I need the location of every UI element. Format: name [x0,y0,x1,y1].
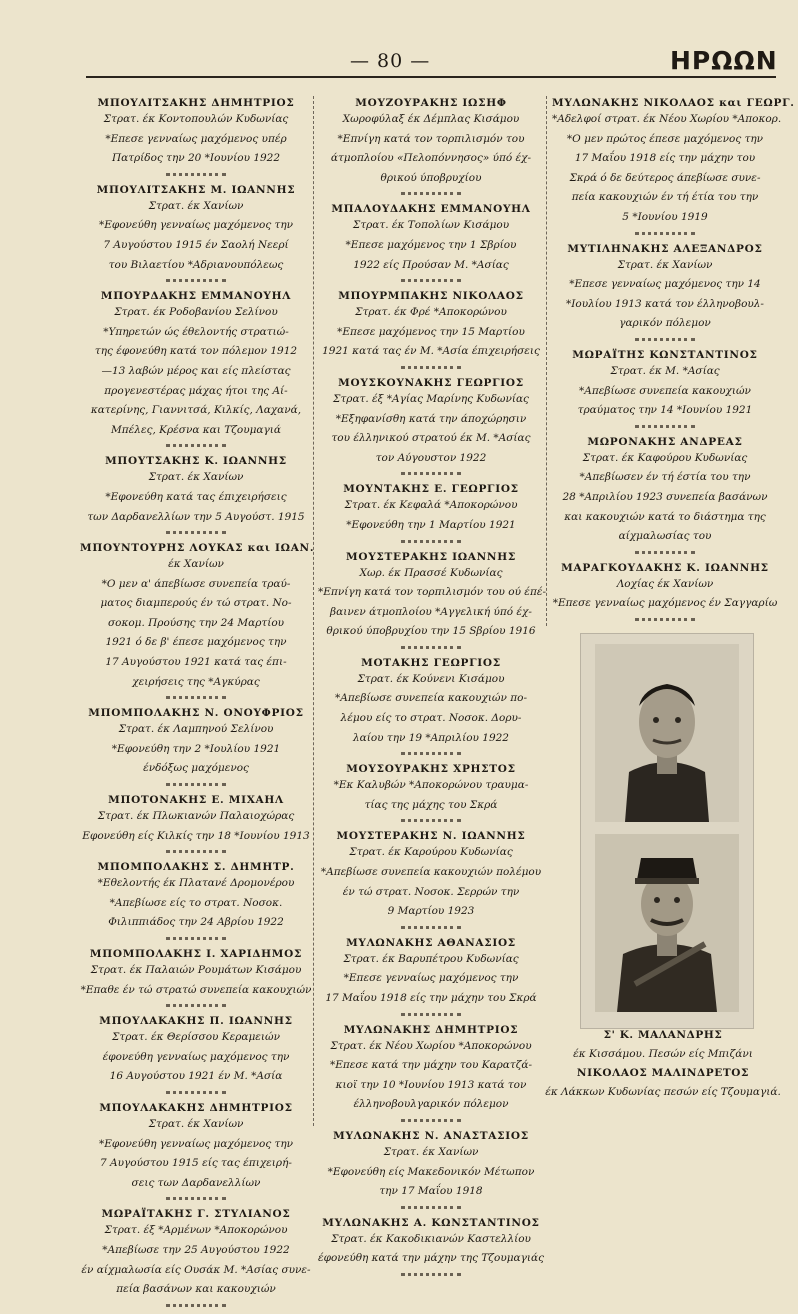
entry-line: Στρατ. έκ Ροδοβανίου Σελίνου [114,306,278,319]
entry-separator [166,1091,226,1094]
entry-separator [401,752,461,755]
entry-line: 5 *Ιουνίου 1919 [622,210,708,223]
entry-line: Σκρά ό δε δεύτερος άπεβίωσε συνε- [569,171,761,184]
entry-name: ΜΠΟΜΠΟΛΑΚΗΣ Ι. ΧΑΡΙΔΗΜΟΣ [89,948,303,960]
entry-line: Μπέλες, Κρέσνα και Τζουμαγιά [111,423,281,436]
entry-line: 1921 ό δε β' έπεσε μαχόμενος την [105,636,287,649]
entry-line: σοκομ. Προύσης την 24 Μαρτίου [107,616,285,629]
entry-name: ΜΠΑΛΟΥΔΑΚΗΣ ΕΜΜΑΝΟΥΗΛ [331,203,531,216]
entry-line: χειρήσεις της *Αγκύρας [132,675,260,688]
entry-separator [401,279,461,282]
entry-line: *Εφονεύθη κατά τας έπιχειρήσεις [105,490,287,503]
entry-separator [401,1119,461,1122]
entry-line: Στρατ. έκ Πλωκιανών Παλαιοχώρας [97,810,295,823]
entry-line: *Επεσε γενναίως μαχόμενος την 14 [569,278,761,291]
entry-line: Στρατ. έκ Κακοδικιανών Καστελλίου [331,1232,531,1245]
entry-line: *Υπηρετών ώς έθελοντής στρατιώ- [103,325,289,338]
entry-name: ΜΠΟΥΡΔΑΚΗΣ ΕΜΜΑΝΟΥΗΛ [100,290,292,303]
entry-line: θρικού ύποβρυχίου [380,171,482,184]
entry-line: Στρατ. έκ Χανίων [383,1145,479,1158]
entry [80,947,312,1007]
entry-line: *Επαθε έν τώ στρατώ συνεπεία κακουχιών [80,983,312,996]
entry-line: *Απεβίωσε συνεπεία κακουχιών [579,384,751,397]
entry-line: Εφονεύθη είς Κιλκίς την 18 *Ιουνίου 1913 [82,829,310,842]
entry-line: Λοχίας έκ Χανίων [616,577,714,590]
entry [318,96,544,195]
entry [80,541,315,699]
entry-line: *Επνίγη κατά τον τορπιλισμόν του [337,132,525,145]
entry [80,183,312,282]
entry-line: 17 Μαΐου 1918 είς την μάχην του Σκρά [325,992,537,1004]
entry-separator [635,618,695,621]
entry-name: ΜΠΟΜΠΟΛΑΚΗΣ Σ. ΔΗΜΗΤΡ. [97,861,295,874]
entry-line: *Απεβίωσε είς το στρατ. Νοσοκ. [109,896,283,909]
entry-separator [166,279,226,282]
portrait-photo [580,633,754,1029]
entry-name: ΜΩΡΑΪΤΑΚΗΣ Γ. ΣΤΥΛΙΑΝΟΣ [101,1208,291,1221]
entry-name: ΜΠΟΜΠΟΛΑΚΗΣ Ν. ΟΝΟΥΦΡΙΟΣ [88,707,304,720]
entry-name: ΜΠΟΥΤΣΑΚΗΣ Κ. ΙΩΑΝΝΗΣ [105,455,287,468]
entry-name: ΜΟΥΣΤΕΡΑΚΗΣ ΙΩΑΝΝΗΣ [346,550,516,563]
entry-line: 28 *Απριλίου 1923 συνεπεία βασάνων [562,490,768,503]
entry-line: *Επεσε γενναίως μαχόμενος την [343,972,519,985]
entry-separator [401,1206,461,1209]
caption-name: Σ' Κ. ΜΑΛΑΝΔΡΗΣ [603,1029,723,1041]
entry [552,435,778,554]
entry-line: *Ο μεν α' άπεβίωσε συνεπεία τραύ- [101,577,291,590]
entry-line: ένδόξως μαχόμενος [143,762,249,775]
entry-separator [635,551,695,554]
entry-line: Στρατ. έκ Μ. *Ασίας [610,364,720,377]
entry-separator [166,850,226,853]
entry-line: θρικού ύποβρυχίου την 15 Sβρίου 1916 [326,625,536,638]
entry-line: Στρατ. έκ Βαρυπέτρου Κυδωνίας [343,952,519,965]
entry [318,936,544,1016]
entry-line: *Εφονεύθη είς Μακεδονικόν Μέτωπον [327,1165,535,1178]
column-divider [313,96,314,1126]
entry-name: ΜΟΥΝΤΑΚΗΣ Ε. ΓΕΩΡΓΙΟΣ [343,483,519,496]
entry-line: των Δαρδανελλίων την 5 Αυγούστ. 1915 [87,510,305,523]
entry-line: Στρατ. έκ Κοντοπουλών Κυδωνίας [103,113,289,125]
entry [552,96,795,235]
entry [318,1129,544,1209]
entry-line: *Εφονεύθη την 2 *Ιουλίου 1921 [111,742,281,755]
entry-separator [166,937,226,940]
entry-line: *Ιουλίου 1913 κατά τον έλληνοβουλ- [566,297,764,310]
entry-line: έλληνοβουλγαρικόν πόλεμον [353,1098,509,1111]
portrait-2 [595,834,739,1012]
entry-separator [166,1004,226,1007]
entry-line: έν αίχμαλωσία είς Ουσάκ Μ. *Ασίας συνε- [81,1263,311,1276]
entry-name: ΜΥΤΙΛΗΝΑΚΗΣ ΑΛΕΞΑΝΔΡΟΣ [567,242,763,255]
entry-line: Χωροφύλαξ έκ Δέμπλας Κισάμου [342,113,520,125]
entry [80,1101,312,1200]
entry-line: λέμου είς το στρατ. Νοσοκ. Δορυ- [340,712,522,725]
entry-line: *Εθελοντής έκ Πλατανέ Δρομονέρου [97,877,295,890]
entry-line: τίας της μάχης του Σκρά [364,798,498,811]
entry [318,1023,544,1122]
entry [318,202,544,282]
entry-separator [401,192,461,195]
entry [318,482,544,542]
entry-line: λαίου την 19 *Απριλίου 1922 [353,731,509,744]
entry-line: Στρατ. έκ Χανίων [617,258,713,271]
column-2 [318,96,547,1283]
entry [80,454,312,534]
entry-line: Πατρίδος την 20 *Ιουνίου 1922 [111,152,281,165]
entry [318,656,544,755]
entry-line: έφονεύθη γενναίως μαχόμενος την [102,1050,290,1063]
entry [80,793,312,853]
entry [552,242,778,341]
entry-line: 17 Αυγούστου 1921 κατά τας έπι- [105,656,287,669]
entry-line: Στρατ. έκ Καρούρου Κυδωνίας [349,846,513,859]
entry-separator [166,783,226,786]
entry-line: έν τώ στρατ. Νοσοκ. Σερρών την [342,885,520,898]
entry-name: ΜΠΟΥΝΤΟΥΡΗΣ ΛΟΥΚΑΣ και ΙΩΑΝ. [80,542,315,555]
caption-line: έκ Κισσάμου. Πεσών είς Μπιζάνι [573,1048,753,1060]
entry [80,1014,312,1094]
entry-name: ΜΟΥΣΤΕΡΑΚΗΣ Ν. ΙΩΑΝΝΗΣ [336,830,526,843]
entry [552,561,778,621]
column-1 [80,96,315,1314]
entry-line: *Απεβίωσε συνεπεία κακουχιών πο- [334,692,527,705]
entry-line: *Επεσε μαχόμενος την 1 Σβρίου [345,238,517,251]
entry-line: βαινεν άτμοπλοίου *Αγγελική ύπό έχ- [330,605,532,618]
entry [318,289,544,369]
entry-name: ΜΟΥΖΟΥΡΑΚΗΣ ΙΩΣΗΦ [355,97,507,109]
entry-line: 9 Μαρτίου 1923 [387,905,475,918]
entry-line: 7 Αυγούστου 1915 είς τας έπιχειρή- [100,1157,292,1170]
entry-line: Στρατ. έκ Φρέ *Αποκορώνου [355,306,507,319]
entry-line: *Εφονεύθη την 1 Μαρτίου 1921 [346,518,516,531]
entry-name: ΜΟΥΣΟΥΡΑΚΗΣ ΧΡΗΣΤΟΣ [346,763,516,776]
entry-line: *Εκ Καλυβών *Αποκορώνου τραυμα- [333,779,529,792]
entry-name: ΜΠΟΥΛΑΚΑΚΗΣ Π. ΙΩΑΝΝΗΣ [99,1015,293,1028]
portrait-1 [595,644,739,822]
entry [80,289,312,447]
caption-line: έκ Λάκκων Κυδωνίας πεσών είς Τζουμαγιά. [545,1086,781,1098]
entry-line: Στρατ. έξ *Αγίας Μαρίνης Κυδωνίας [333,392,529,405]
entry-line: Χωρ. έκ Πρασσέ Κυδωνίας [359,566,503,579]
entry-separator [166,1197,226,1200]
entry-line: άτμοπλοίου «Πελοπόννησος» ύπό έχ- [330,152,532,165]
entry-line: Φιλιππιάδος την 24 Αβρίου 1922 [108,916,284,929]
entry-line: τραύματος την 14 *Ιουνίου 1921 [577,404,753,417]
entry-name: ΜΟΤΑΚΗΣ ΓΕΩΡΓΙΟΣ [361,656,501,669]
entry-line: τον Αύγουστον 1922 [375,451,487,464]
entry-line: Στρατ. έξ *Αρμένων *Αποκορώνου [104,1224,288,1237]
entry-line: *Εφονεύθη γενναίως μαχόμενος την [98,219,294,232]
entry-line: Στρατ. έκ Κούνενι Κισάμου [357,672,505,685]
entry-line: την 17 Μαΐου 1918 [379,1185,483,1198]
entry-name: ΜΠΟΥΛΑΚΑΚΗΣ ΔΗΜΗΤΡΙΟΣ [99,1101,293,1114]
entry-line: 16 Αυγούστου 1921 έν Μ. *Ασία [109,1070,283,1083]
entry-line: Στρατ. έκ Τοπολίων Κισάμου [352,219,510,232]
entry-line: *Επεσε κατά την μάχην του Καρατζά- [329,1059,533,1072]
entry-line: *Επεσε γενναίως μαχόμενος έν Σαγγαρίω [552,597,778,610]
entry-separator [166,444,226,447]
entry-line: Στρατ. έκ Χανίων [148,199,244,212]
page-number: — 80 — [350,50,431,72]
entry-line: κιοϊ την 10 *Ιουνίου 1913 κατά τον [335,1078,527,1091]
entry-line: προγενεστέρας μάχας ήτοι της Αί- [104,384,288,397]
entry [318,376,544,475]
entry-name: ΜΥΛΩΝΑΚΗΣ ΔΗΜΗΤΡΙΟΣ [343,1023,519,1036]
entry-name: ΜΠΟΥΡΜΠΑΚΗΣ ΝΙΚΟΛΑΟΣ [338,290,524,303]
entry-line: γαρικόν πόλεμον [619,317,711,330]
entry-separator [401,819,461,822]
entry-line: *Απεβίωσε συνεπεία κακουχιών πολέμου [320,866,542,879]
entry [318,1216,544,1276]
entry-name: ΜΥΛΩΝΑΚΗΣ Α. ΚΩΝΣΤΑΝΤΙΝΟΣ [322,1216,540,1229]
entry-name: ΜΟΥΣΚΟΥΝΑΚΗΣ ΓΕΩΡΓΙΟΣ [338,376,524,389]
entry [318,550,547,649]
entry-separator [401,472,461,475]
entry-separator [401,926,461,929]
entry-line: 1922 είς Προύσαν Μ. *Ασίας [353,258,509,271]
entry-line: έκ Χανίων [168,558,224,571]
entry-separator [166,1304,226,1307]
entry-name: ΜΥΛΩΝΑΚΗΣ ΑΘΑΝΑΣΙΟΣ [346,936,516,949]
entry-line: 7 Αυγούστου 1915 έν Σαολή Νεερί [103,238,289,251]
entry [80,1207,312,1306]
entry-name: ΜΠΟΤΟΝΑΚΗΣ Ε. ΜΙΧΑΗΛ [108,794,284,807]
entry [552,348,778,428]
entry [80,860,312,940]
entry-line: της έφονεύθη κατά τον πόλεμον 1912 [94,345,298,358]
page-header [0,0,798,90]
entry-line: 1921 κατά τας έν Μ. *Ασία έπιχειρήσεις [322,345,540,358]
entry-line: Στρατ. έκ Καφούρου Κυδωνίας [582,451,748,464]
entry-line: *Επεσε γενναίως μαχόμενος υπέρ [105,132,287,145]
column-3 [552,96,795,1029]
entry-line: *Ο μεν πρώτος έπεσε μαχόμενος την [566,132,764,145]
entry-line: *Απεβίωσεν έν τή έστία του την [579,471,751,484]
entry-name: ΜΑΡΑΓΚΟΥΔΑΚΗΣ Κ. ΙΩΑΝΝΗΣ [561,561,769,574]
entry-line: κατερίνης, Γιαννιτσά, Κιλκίς, Λαχανά, [90,404,302,417]
entry-line: *Αδελφοί στρατ. έκ Νέου Χωρίου *Αποκορ. [552,113,782,125]
entry-line: του Βιλαετίου *Αδριανουπόλεως [108,258,284,271]
entry-separator [401,646,461,649]
entry-line: πεία βασάνων και κακουχιών [116,1283,276,1296]
entry-line: Στρατ. έκ Θερίσσου Κεραμειών [111,1031,280,1044]
entry-name: ΜΩΡΑΪΤΗΣ ΚΩΝΣΤΑΝΤΙΝΟΣ [572,348,758,361]
entry-separator [635,338,695,341]
column-divider [546,96,547,626]
entry-line: έφονεύθη κατά την μάχην της Τζουμαγιάς [318,1252,544,1265]
entry-name: ΜΩΡΟΝΑΚΗΣ ΑΝΔΡΕΑΣ [587,435,743,448]
entry-separator [635,232,695,235]
entry-separator [166,173,226,176]
entry-line: Στρατ. έκ Νέου Χωρίου *Αποκορώνου [330,1039,532,1052]
header-rule [86,76,776,78]
entry-line: Στρατ. έκ Λαμπηνού Σελίνου [118,723,274,736]
entry-line: Στρατ. έκ Παλαιών Ρουμάτων Κισάμου [90,964,302,976]
entry-line: πεία κακουχιών έν τή έτία του την [571,191,759,204]
entry [318,829,544,928]
entry [80,96,312,176]
entry [318,762,544,822]
entry-line: 17 Μαΐου 1918 είς την μάχην του [574,152,756,165]
running-title: ΗΡΩΩΝ [670,46,778,75]
entry-line: Στρατ. έκ Χανίων [148,471,244,484]
entry-separator [401,366,461,369]
entry-name: ΜΠΟΥΛΙΤΣΑΚΗΣ ΔΗΜΗΤΡΙΟΣ [97,97,295,109]
entry-line: *Επεσε μαχόμενος την 15 Μαρτίου [337,325,525,338]
entry-line: *Επνίγη κατά τον τορπιλισμόν του ού έπέ- [318,586,547,599]
entry-line: και κακουχιών κατά το διάστημα της [564,510,766,523]
entry-name: ΜΥΛΩΝΑΚΗΣ Ν. ΑΝΑΣΤΑΣΙΟΣ [333,1129,529,1142]
entry-name: ΜΠΟΥΛΙΤΣΑΚΗΣ Μ. ΙΩΑΝΝΗΣ [96,183,296,196]
entry-line: *Εξηφανίσθη κατά την άποχώρησιν [335,412,527,425]
entry-separator [401,1013,461,1016]
entry-line: *Απεβίωσε την 25 Αυγούστου 1922 [102,1243,290,1256]
entry-separator [401,1273,461,1276]
entry-line: σεις των Δαρδανελλίων [131,1176,261,1189]
entry-line: Στρατ. έκ Χανίων [148,1117,244,1130]
entry-separator [401,540,461,543]
entry-line: *Εφονεύθη γενναίως μαχόμενος την [98,1137,294,1150]
entry-line: του έλληνικού στρατού έκ Μ. *Ασίας [331,432,531,445]
entry-separator [166,696,226,699]
entry-separator [166,531,226,534]
entry-line: ματος διαμπερούς έν τώ στρατ. Νο- [100,597,292,610]
entry-line: αίχμαλωσίας του [618,530,712,543]
caption-name: ΝΙΚΟΛΑΟΣ ΜΑΛΙΝΔΡΕΤΟΣ [576,1067,750,1079]
entry-line: Στρατ. έκ Κεφαλά *Αποκορώνου [344,499,518,512]
entry-name: ΜΥΛΩΝΑΚΗΣ ΝΙΚΟΛΑΟΣ και ΓΕΩΡΓ. [552,97,795,109]
photo-caption [532,1026,794,1102]
entry-line: —13 λαβών μέρος και είς πλείστας [101,364,291,377]
entry-separator [635,425,695,428]
entry [80,706,312,786]
